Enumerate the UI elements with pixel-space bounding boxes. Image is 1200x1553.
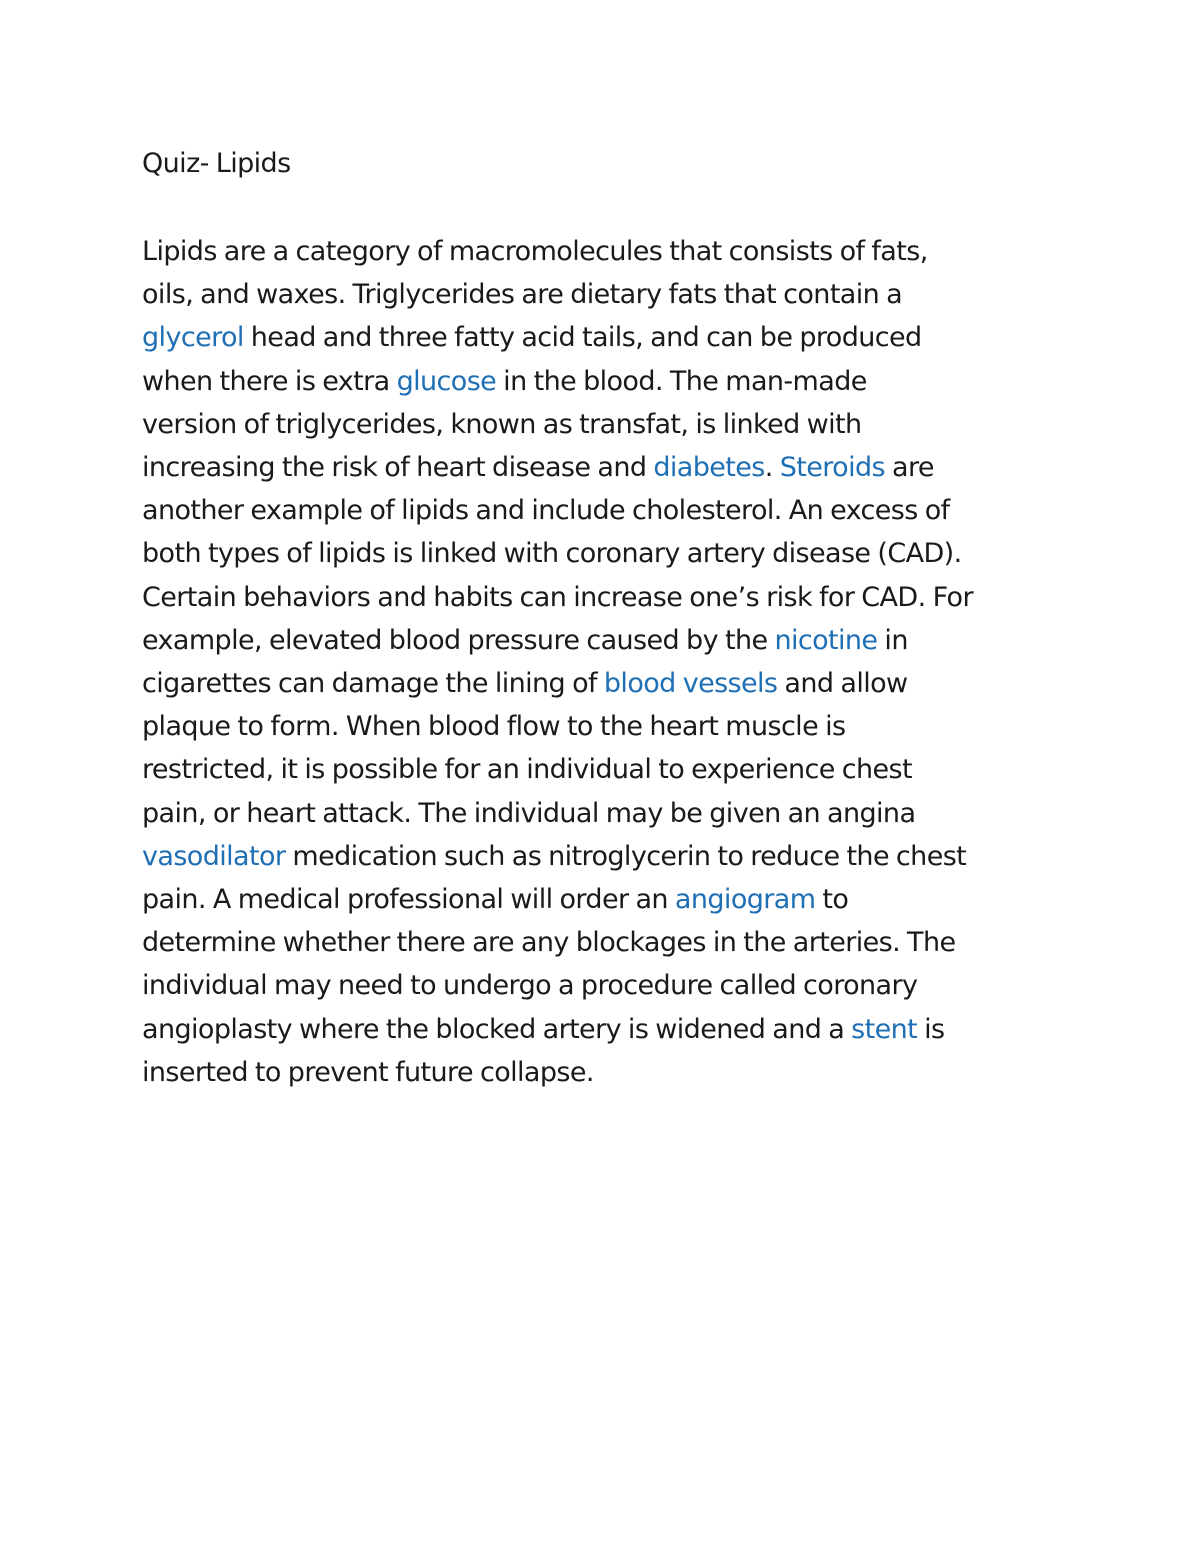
paragraph-line	[142, 878, 1082, 921]
highlighted-term: angiogram	[674, 884, 816, 916]
paragraph-text: another example of lipids and include cholesterol. An excess of	[142, 495, 950, 527]
paragraph-text: inserted to prevent future collapse.	[142, 1056, 594, 1088]
paragraph-text: both types of lipids is linked with coronary artery disease (CAD).	[142, 538, 962, 570]
paragraph-text: example, elevated blood pressure caused by the	[142, 624, 775, 656]
paragraph-text: to	[815, 884, 849, 916]
paragraph-text: oils, and waxes. Triglycerides are dietary fats that contain a	[142, 279, 903, 311]
paragraph-line	[142, 705, 1082, 748]
paragraph-text: cigarettes can damage the lining of	[142, 668, 604, 700]
paragraph-text: .	[764, 452, 780, 484]
paragraph-text: version of triglycerides, known as transfat, is linked with	[142, 408, 862, 440]
paragraph-text: determine whether there are any blockages in the arteries. The	[142, 927, 956, 959]
paragraph-text: restricted, it is possible for an individual to experience chest	[142, 754, 912, 786]
highlighted-term: diabetes	[653, 452, 765, 484]
paragraph-text: head and three fatty acid tails, and can be produced	[243, 322, 922, 354]
highlighted-term: glycerol	[142, 322, 244, 354]
paragraph-line	[142, 1051, 1082, 1094]
highlighted-term: stent	[851, 1013, 918, 1045]
paragraph-text: Certain behaviors and habits can increase one’s risk for CAD. For	[142, 581, 973, 613]
highlighted-term: glucose	[396, 365, 497, 397]
paragraph-text: plaque to form. When blood flow to the heart muscle is	[142, 711, 846, 743]
paragraph-line	[142, 489, 1082, 532]
paragraph-line	[142, 792, 1082, 835]
paragraph-line	[142, 360, 1082, 403]
highlighted-term: nicotine	[774, 624, 878, 656]
paragraph-line	[142, 964, 1082, 1007]
paragraph-text: when there is extra	[142, 365, 397, 397]
paragraph-line	[142, 446, 1082, 489]
paragraph-line	[142, 230, 1082, 273]
highlighted-term: vasodilator	[142, 840, 286, 872]
paragraph-text: and allow	[777, 668, 908, 700]
paragraph-line	[142, 835, 1082, 878]
paragraph-text: Lipids are a category of macromolecules that consists of fats,	[142, 236, 928, 267]
paragraph-text: pain, or heart attack. The individual may be given an angina	[142, 797, 916, 829]
paragraph-line	[142, 532, 1082, 575]
paragraph-text: increasing the risk of heart disease and	[142, 452, 654, 484]
paragraph-text: in	[877, 624, 908, 656]
paragraph-text: medication such as nitroglycerin to reduce the chest	[285, 840, 967, 872]
paragraph-line	[142, 921, 1082, 964]
document-body	[142, 230, 1082, 1094]
paragraph-line	[142, 662, 1082, 705]
paragraph-text: are	[885, 452, 934, 484]
paragraph-line	[142, 1008, 1082, 1051]
paragraph-line	[142, 273, 1082, 316]
paragraph-text: pain. A medical professional will order an	[142, 884, 675, 916]
paragraph-line	[142, 619, 1082, 662]
paragraph-text: individual may need to undergo a procedure called coronary	[142, 970, 918, 1002]
paragraph-line	[142, 576, 1082, 619]
paragraph-line	[142, 748, 1082, 791]
highlighted-term: blood vessels	[603, 668, 778, 700]
paragraph-text: angioplasty where the blocked artery is widened and a	[142, 1013, 852, 1045]
document-title: Quiz- Lipids	[142, 148, 291, 179]
paragraph-line	[142, 403, 1082, 446]
paragraph-text: is	[917, 1013, 945, 1045]
highlighted-term: Steroids	[779, 452, 886, 484]
paragraph-text: in the blood. The man-made	[496, 365, 867, 397]
paragraph-line	[142, 316, 1082, 359]
